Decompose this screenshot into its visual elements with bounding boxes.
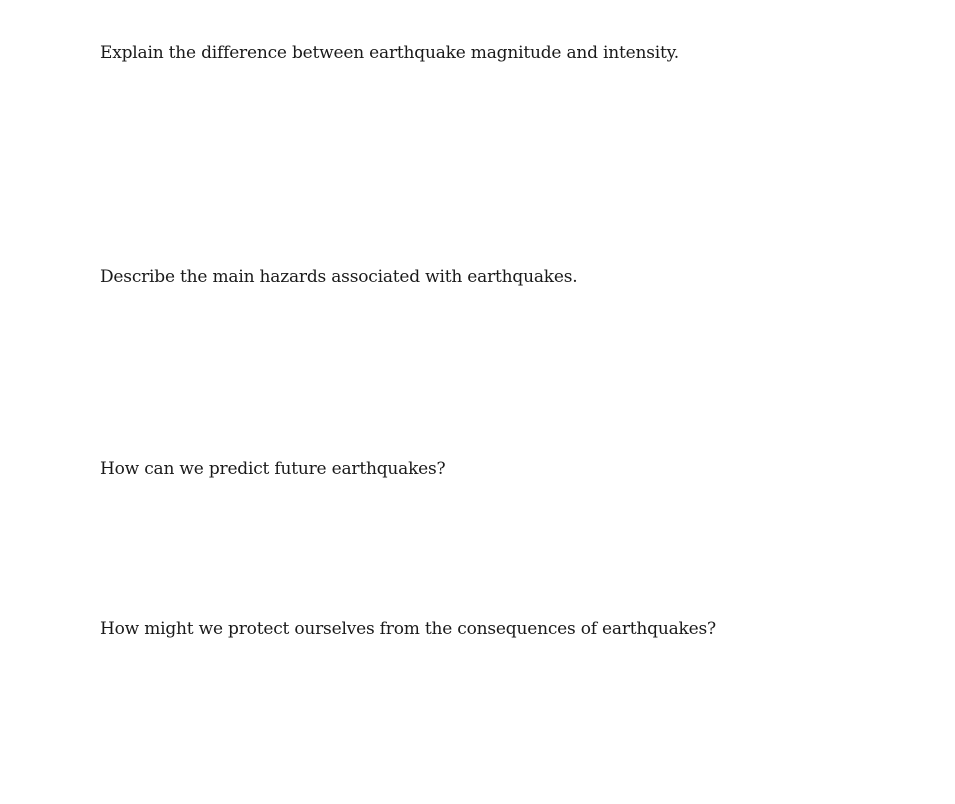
question-protect-from-earthquakes: How might we protect ourselves from the consequences of earthquakes? <box>100 619 716 639</box>
question-earthquake-hazards: Describe the main hazards associated with earthquakes. <box>100 267 578 287</box>
question-magnitude-intensity: Explain the difference between earthquake magnitude and intensity. <box>100 43 679 63</box>
question-predict-earthquakes: How can we predict future earthquakes? <box>100 459 446 479</box>
